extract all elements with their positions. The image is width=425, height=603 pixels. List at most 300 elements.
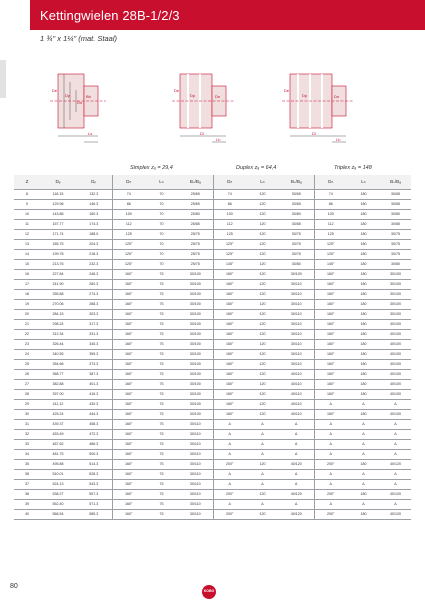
header-dp: Dₚ <box>76 175 112 189</box>
table-cell: 70 <box>145 219 178 229</box>
table-cell: 160° <box>213 349 246 359</box>
table-cell: 40/120 <box>279 489 314 499</box>
table-cell: 25/80 <box>178 209 213 219</box>
sprocket-drawing-svg <box>40 52 400 150</box>
table-cell: 467.62 <box>40 439 76 449</box>
table-cell: 528.3 <box>76 469 112 479</box>
table-cell: 160° <box>213 359 246 369</box>
table-row <box>14 469 411 479</box>
table-cell: 514.3 <box>76 459 112 469</box>
label-lh-duplex: Lh <box>216 137 221 142</box>
table-cell: 25/65 <box>178 199 213 209</box>
table-cell: 30/100 <box>178 319 213 329</box>
table-cell: 75 <box>145 359 178 369</box>
table-cell: 180 <box>347 319 380 329</box>
table-cell: 40/100 <box>380 379 411 389</box>
table-cell: 160° <box>213 389 246 399</box>
table-cell: 174.3 <box>76 219 112 229</box>
page-title: Kettingwielen 28B-1/2/3 <box>40 8 180 23</box>
table-cell: 120 <box>246 489 279 499</box>
table-cell: 120 <box>246 319 279 329</box>
table-cell: 160° <box>314 379 347 389</box>
table-cell: 160.3 <box>76 209 112 219</box>
table-cell: 75 <box>145 369 178 379</box>
table-cell: 160° <box>213 369 246 379</box>
table-cell: 430.3 <box>76 399 112 409</box>
table-cell-z: 39 <box>14 499 40 509</box>
table-cell: 74 <box>112 189 145 199</box>
table-cell-z: 38 <box>14 489 40 499</box>
table-cell: Δ <box>380 429 411 439</box>
table-row <box>14 459 411 469</box>
table-row <box>14 199 411 209</box>
table-row <box>14 479 411 489</box>
label-dp-duplex: Dp <box>190 93 196 98</box>
table-cell: 40/100 <box>380 319 411 329</box>
table-cell: 160° <box>112 369 145 379</box>
table-cell: 120 <box>246 389 279 399</box>
table-cell: 397.00 <box>40 389 76 399</box>
table-cell: 416.3 <box>76 389 112 399</box>
table-cell: 70 <box>145 229 178 239</box>
header-dn-triplex: Dₙ <box>314 175 347 189</box>
table-cell: 120 <box>246 279 279 289</box>
table-cell: Δ <box>213 429 246 439</box>
table-cell: 495.88 <box>40 459 76 469</box>
table-cell: Δ <box>213 469 246 479</box>
table-cell: 160° <box>314 309 347 319</box>
table-cell: 180 <box>347 219 380 229</box>
table-cell-z: 16 <box>14 269 40 279</box>
table-cell: 160° <box>314 339 347 349</box>
table-cell: 125 <box>314 229 347 239</box>
table-cell: 160° <box>314 289 347 299</box>
table-cell: Δ <box>246 479 279 489</box>
table-cell: 75 <box>145 409 178 419</box>
table-cell: 75 <box>145 379 178 389</box>
table-cell: 444.3 <box>76 409 112 419</box>
header-z: Z <box>14 175 40 189</box>
table-cell: 40/120 <box>380 489 411 499</box>
header-bs-triplex: Bₛ/Bₐ <box>380 175 411 189</box>
table-cell: 120 <box>246 249 279 259</box>
table-cell: 180 <box>347 309 380 319</box>
table-row <box>14 229 411 239</box>
table-row <box>14 399 411 409</box>
table-cell: 30/100 <box>178 309 213 319</box>
table-cell: 75 <box>145 469 178 479</box>
table-cell: 120 <box>246 219 279 229</box>
table-cell: 180 <box>347 329 380 339</box>
table-cell-z: 20 <box>14 309 40 319</box>
table-cell: 160° <box>314 369 347 379</box>
table-cell: 30/65 <box>279 199 314 209</box>
table-cell: 75 <box>145 279 178 289</box>
table-cell: 180 <box>347 259 380 269</box>
table-cell: 160° <box>112 429 145 439</box>
table-cell: 30/110 <box>279 299 314 309</box>
table-cell: 180 <box>347 189 380 199</box>
table-cell: 160° <box>314 359 347 369</box>
table-cell: 160° <box>213 299 246 309</box>
table-cell: 359.3 <box>76 349 112 359</box>
table-cell: 345.3 <box>76 339 112 349</box>
table-cell-z: 32 <box>14 429 40 439</box>
table-cell: 120 <box>246 409 279 419</box>
table-cell: 30/100 <box>178 389 213 399</box>
table-cell: 30/100 <box>178 339 213 349</box>
table-cell: 25/75 <box>178 239 213 249</box>
table-cell: Δ <box>380 469 411 479</box>
label-bb-simplex: Bb <box>86 94 91 99</box>
table-row <box>14 339 411 349</box>
table-cell: 180 <box>347 339 380 349</box>
table-cell: 585.3 <box>76 509 112 519</box>
table-cell: 86 <box>314 199 347 209</box>
table-cell: 40/120 <box>380 509 411 519</box>
table-row <box>14 509 411 519</box>
table-cell: 125° <box>213 239 246 249</box>
table-row <box>14 329 411 339</box>
table-cell: Δ <box>314 429 347 439</box>
table-cell: Δ <box>279 469 314 479</box>
table-cell: 180 <box>347 239 380 249</box>
table-cell: 75 <box>145 339 178 349</box>
table-cell-z: 25 <box>14 359 40 369</box>
table-cell: Δ <box>380 499 411 509</box>
table-cell: 188.0 <box>76 229 112 239</box>
table-cell: Δ <box>213 479 246 489</box>
table-cell: 30/100 <box>380 269 411 279</box>
table-cell: Δ <box>246 449 279 459</box>
table-cell: Δ <box>213 499 246 509</box>
table-cell: 75 <box>145 429 178 439</box>
table-cell-z: 33 <box>14 439 40 449</box>
label-de-duplex: De <box>174 88 180 93</box>
table-cell: 232.3 <box>76 259 112 269</box>
table-cell: 160° <box>112 319 145 329</box>
table-cell: 566.54 <box>40 509 76 519</box>
table-cell: 160° <box>112 499 145 509</box>
table-cell: 120 <box>246 399 279 409</box>
table-cell: Δ <box>347 479 380 489</box>
table-cell: 75 <box>145 449 178 459</box>
table-cell: 30/110 <box>178 479 213 489</box>
table-cell: 317.3 <box>76 319 112 329</box>
table-cell: 125° <box>112 249 145 259</box>
table-cell: 185.75 <box>40 239 76 249</box>
logo-text: KOBO <box>203 589 215 593</box>
table-cell: 75 <box>145 269 178 279</box>
table-cell: 30/100 <box>380 279 411 289</box>
table-cell: 160° <box>112 439 145 449</box>
table-cell: 120 <box>246 509 279 519</box>
table-cell: 40/110 <box>279 389 314 399</box>
table-cell: 160° <box>314 349 347 359</box>
table-cell: 86 <box>112 199 145 209</box>
table-cell: 30/110 <box>279 289 314 299</box>
table-cell: Δ <box>347 499 380 509</box>
table-cell: 70 <box>145 209 178 219</box>
table-cell: 180 <box>347 199 380 209</box>
table-cell: 340.55 <box>40 349 76 359</box>
table-cell: 125° <box>112 259 145 269</box>
table-cell: Δ <box>347 449 380 459</box>
table-cell: 160° <box>112 389 145 399</box>
table-cell: 160° <box>314 329 347 339</box>
table-cell: 160° <box>314 319 347 329</box>
table-cell: 86 <box>213 199 246 209</box>
table-cell: 481.75 <box>40 449 76 459</box>
label-dn-simplex: Dn <box>77 100 83 105</box>
table-cell: 30/100 <box>178 299 213 309</box>
table-cell: 40/100 <box>380 369 411 379</box>
header-dn-simplex: Dₙ <box>112 175 145 189</box>
table-row <box>14 279 411 289</box>
table-cell: 270.06 <box>40 299 76 309</box>
table-cell: Δ <box>314 419 347 429</box>
table-cell: 160° <box>213 269 246 279</box>
table-cell: 74 <box>314 189 347 199</box>
table-cell: 160° <box>112 269 145 279</box>
brand-logo <box>202 585 216 599</box>
table-cell: 180 <box>347 279 380 289</box>
table-cell: Δ <box>246 499 279 509</box>
table-header-row <box>14 175 411 189</box>
table-cell: 100 <box>112 209 145 219</box>
table-cell: 552.40 <box>40 499 76 509</box>
table-cell: 160° <box>112 339 145 349</box>
table-cell: 120 <box>246 349 279 359</box>
table-cell: 180 <box>347 389 380 399</box>
table-cell: 40/110 <box>279 369 314 379</box>
technical-drawings <box>40 52 400 150</box>
table-cell: Δ <box>314 469 347 479</box>
table-cell: Δ <box>213 449 246 459</box>
table-cell: 75 <box>145 499 178 509</box>
table-row <box>14 189 411 199</box>
table-cell: Δ <box>279 439 314 449</box>
table-cell-z: 40 <box>14 509 40 519</box>
specifications-table <box>14 175 411 520</box>
table-cell: 75 <box>145 459 178 469</box>
table-cell: 25/85 <box>178 219 213 229</box>
table-cell-z: 14 <box>14 249 40 259</box>
table-cell: Δ <box>347 469 380 479</box>
table-cell: Δ <box>314 399 347 409</box>
table-cell: 326.44 <box>40 339 76 349</box>
table-cell: 160° <box>213 379 246 389</box>
table-cell: 30/65 <box>279 189 314 199</box>
table-cell: 70 <box>145 239 178 249</box>
table-cell: 120 <box>246 259 279 269</box>
table-cell: 30/100 <box>178 379 213 389</box>
table-cell: 180 <box>347 409 380 419</box>
table-cell: 200° <box>314 509 347 519</box>
table-row <box>14 319 411 329</box>
table-cell: 75 <box>145 309 178 319</box>
table-row <box>14 439 411 449</box>
group-duplex: Duplex zₐ = 64,4 <box>236 165 277 171</box>
table-cell: 30/80 <box>279 259 314 269</box>
table-cell: 120 <box>246 269 279 279</box>
table-cell: 30/110 <box>178 429 213 439</box>
table-row <box>14 389 411 399</box>
triplex-drawing <box>282 74 354 142</box>
table-cell: 180 <box>347 369 380 379</box>
table-cell: 30/110 <box>178 469 213 479</box>
table-cell: 160° <box>112 379 145 389</box>
header-dn-duplex: Dₙ <box>213 175 246 189</box>
table-row <box>14 489 411 499</box>
table-cell: 510.01 <box>40 469 76 479</box>
table-cell: 40/110 <box>279 409 314 419</box>
table-cell: 120 <box>246 289 279 299</box>
table-cell: 40/120 <box>380 459 411 469</box>
table-cell: 171.74 <box>40 229 76 239</box>
table-row <box>14 219 411 229</box>
table-cell: 40/100 <box>380 389 411 399</box>
table-cell: 30/80 <box>380 259 411 269</box>
table-cell: 160° <box>112 419 145 429</box>
table-cell: 74 <box>213 189 246 199</box>
table-cell: 146.3 <box>76 199 112 209</box>
table-cell-z: 13 <box>14 239 40 249</box>
label-de-triplex: De <box>284 88 290 93</box>
table-cell: 120 <box>246 299 279 309</box>
table-cell: 125° <box>213 249 246 259</box>
table-cell: 180 <box>347 269 380 279</box>
table-cell: 30/100 <box>178 349 213 359</box>
table-cell-z: 12 <box>14 229 40 239</box>
table-row <box>14 239 411 249</box>
table-cell: 200° <box>314 489 347 499</box>
table-cell: 100 <box>314 209 347 219</box>
table-cell: 204.3 <box>76 239 112 249</box>
table-cell: 30/100 <box>178 369 213 379</box>
table-cell: 30/80 <box>279 209 314 219</box>
header-ln-duplex: Lₙ <box>246 175 279 189</box>
table-cell: 30/75 <box>380 239 411 249</box>
table-cell: 425.24 <box>40 409 76 419</box>
table-cell-z: 18 <box>14 289 40 299</box>
page-number: 80 <box>10 583 18 590</box>
table-cell: 30/85 <box>279 219 314 229</box>
table-cell: 303.3 <box>76 309 112 319</box>
table-cell: 246.3 <box>76 269 112 279</box>
table-cell: Δ <box>347 429 380 439</box>
table-cell: 439.37 <box>40 419 76 429</box>
table-cell: 382.88 <box>40 379 76 389</box>
table-cell: 30/110 <box>178 509 213 519</box>
table-cell: 227.84 <box>40 269 76 279</box>
label-ls-simplex: Ls <box>88 131 93 136</box>
table-cell: 160° <box>213 399 246 409</box>
table-cell: 160° <box>112 329 145 339</box>
table-row <box>14 249 411 259</box>
table-cell: 112 <box>112 219 145 229</box>
table-cell: 200° <box>213 509 246 519</box>
table-row <box>14 309 411 319</box>
table-cell: Δ <box>279 499 314 509</box>
table-cell: 160° <box>112 489 145 499</box>
table-cell: 30/100 <box>178 409 213 419</box>
table-cell: 125° <box>314 249 347 259</box>
table-body <box>14 189 411 519</box>
table-cell: 30/110 <box>279 309 314 319</box>
table-cell: 368.77 <box>40 369 76 379</box>
table-cell: 75 <box>145 489 178 499</box>
table-cell: 160° <box>112 299 145 309</box>
table-cell: 538.27 <box>40 489 76 499</box>
table-cell: 30/100 <box>380 309 411 319</box>
table-row <box>14 449 411 459</box>
table-cell: 30/75 <box>380 229 411 239</box>
side-tab <box>0 60 6 98</box>
table-cell: 557.3 <box>76 489 112 499</box>
table-cell: 25/75 <box>178 259 213 269</box>
table-cell: 160° <box>314 299 347 309</box>
table-cell: 160° <box>213 339 246 349</box>
table-cell-z: 15 <box>14 259 40 269</box>
table-cell: 30/100 <box>178 269 213 279</box>
label-de-simplex: De <box>52 88 58 93</box>
table-cell: 30/100 <box>178 399 213 409</box>
table-cell: 120 <box>246 359 279 369</box>
table-cell: 40/100 <box>380 409 411 419</box>
table-cell: 70 <box>145 259 178 269</box>
table-cell: Δ <box>314 439 347 449</box>
table-cell: 180 <box>347 379 380 389</box>
table-cell: 30/110 <box>178 449 213 459</box>
page-subtitle: 1 ¾" x 1¼" (mat. Staal) <box>40 34 118 43</box>
table-cell: 75 <box>145 319 178 329</box>
table-cell: 160° <box>112 479 145 489</box>
table-cell: 453.49 <box>40 429 76 439</box>
table-cell: Δ <box>246 419 279 429</box>
table-cell: 40/110 <box>279 379 314 389</box>
table-cell: 75 <box>145 299 178 309</box>
table-cell: Δ <box>380 419 411 429</box>
table-cell: 160° <box>213 289 246 299</box>
table-cell: 120 <box>246 379 279 389</box>
table-cell: Δ <box>314 499 347 509</box>
table-cell: 241.90 <box>40 279 76 289</box>
table-cell: Δ <box>246 429 279 439</box>
table-cell: 472.3 <box>76 429 112 439</box>
table-row <box>14 429 411 439</box>
label-dl-triplex: Dl <box>312 131 316 136</box>
table-cell: 120 <box>246 229 279 239</box>
table-cell-z: 37 <box>14 479 40 489</box>
label-dp-triplex: Dp <box>302 93 308 98</box>
table-cell: 180 <box>347 229 380 239</box>
table-cell: 120 <box>246 199 279 209</box>
table-cell: 180 <box>347 459 380 469</box>
table-cell: 25/75 <box>178 229 213 239</box>
table-cell: 112 <box>314 219 347 229</box>
table-cell: 200° <box>213 489 246 499</box>
table-cell: 200° <box>314 459 347 469</box>
table-cell: 75 <box>145 389 178 399</box>
table-cell: 160° <box>112 459 145 469</box>
table-cell: 70 <box>145 189 178 199</box>
table-cell: 125° <box>314 239 347 249</box>
table-cell: 180 <box>347 299 380 309</box>
table-cell: 75 <box>145 329 178 339</box>
table-cell: 274.3 <box>76 289 112 299</box>
table-cell: 255.88 <box>40 289 76 299</box>
